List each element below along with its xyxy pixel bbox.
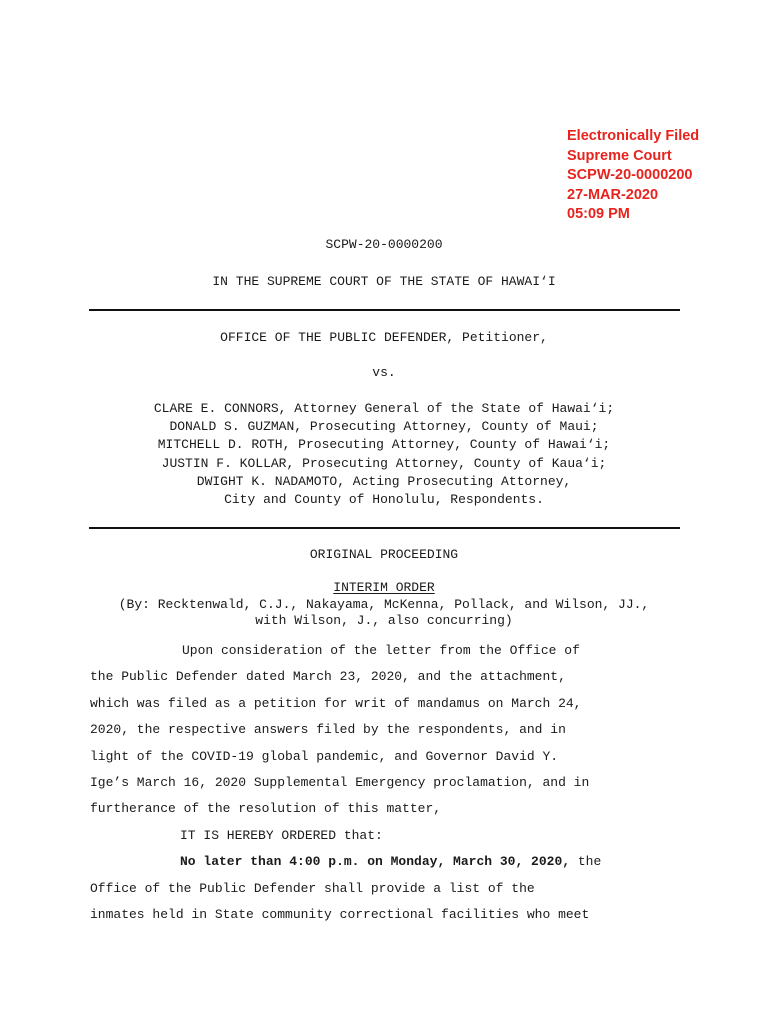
stamp-line: 27-MAR-2020 <box>567 186 659 203</box>
proceeding-type: ORIGINAL PROCEEDING <box>309 547 459 562</box>
stamp-line: SCPW-20-0000200 <box>567 167 693 183</box>
body-line: the Public Defender dated March 23, 2020, and the attachment, <box>90 669 566 685</box>
deadline-line <box>90 849 690 875</box>
body-line: which was filed as a petition for writ of mandamus on March 24, <box>90 695 582 711</box>
order-body <box>90 638 690 928</box>
stamp-line: 05:09 PM <box>567 206 630 222</box>
body-line: inmates held in State community correctional facilities who meet <box>90 907 590 923</box>
respondent-line: DWIGHT K. NADAMOTO, Acting Prosecuting Attorney, <box>196 473 572 489</box>
deadline-bold: No later than 4:00 p.m. on Monday, March 30, 2020, <box>180 854 571 870</box>
caption-rule-bottom <box>89 527 680 529</box>
caption-rule-top <box>89 309 680 311</box>
stamp-line: Electronically Filed <box>567 128 700 144</box>
body-line: Office of the Public Defender shall provide a list of the <box>90 880 535 896</box>
ordered-line: IT IS HEREBY ORDERED that: <box>180 827 383 843</box>
order-title: INTERIM ORDER <box>333 580 435 595</box>
petitioner: OFFICE OF THE PUBLIC DEFENDER, Petitioner, <box>220 330 548 345</box>
case-number: SCPW-20-0000200 <box>325 237 443 252</box>
respondent-line: MITCHELL D. ROTH, Prosecuting Attorney, County of Hawai‘i; <box>157 437 611 453</box>
body-line: light of the COVID-19 global pandemic, and Governor David Y. <box>90 748 559 764</box>
deadline-rest: the <box>570 854 602 870</box>
respondent-line: CLARE E. CONNORS, Attorney General of the State of Hawai‘i; <box>153 401 615 416</box>
respondent-line: City and County of Honolulu, Respondents. <box>224 492 544 508</box>
respondent-line: JUSTIN F. KOLLAR, Prosecuting Attorney, County of Kaua‘i; <box>161 455 607 471</box>
body-line: furtherance of the resolution of this matter, <box>90 801 442 817</box>
electronic-filing-stamp <box>567 127 699 225</box>
body-line: Ige’s March 16, 2020 Supplemental Emergency proclamation, and in <box>90 775 590 791</box>
panel-line-2: with Wilson, J., also concurring) <box>255 613 513 628</box>
body-line: 2020, the respective answers filed by the respondents, and in <box>90 722 566 738</box>
stamp-line: Supreme Court <box>567 147 672 164</box>
body-line: Upon consideration of the letter from the Office of <box>182 643 580 658</box>
versus: vs. <box>372 365 396 380</box>
respondent-line: DONALD S. GUZMAN, Prosecuting Attorney, County of Maui; <box>169 419 599 435</box>
respondents-block <box>0 400 768 509</box>
panel-line-1: (By: Recktenwald, C.J., Nakayama, McKenna, Pollack, and Wilson, JJ., <box>118 597 650 612</box>
order-title-row <box>0 580 768 595</box>
court-name: IN THE SUPREME COURT OF THE STATE OF HAWAI‘I <box>212 274 556 289</box>
